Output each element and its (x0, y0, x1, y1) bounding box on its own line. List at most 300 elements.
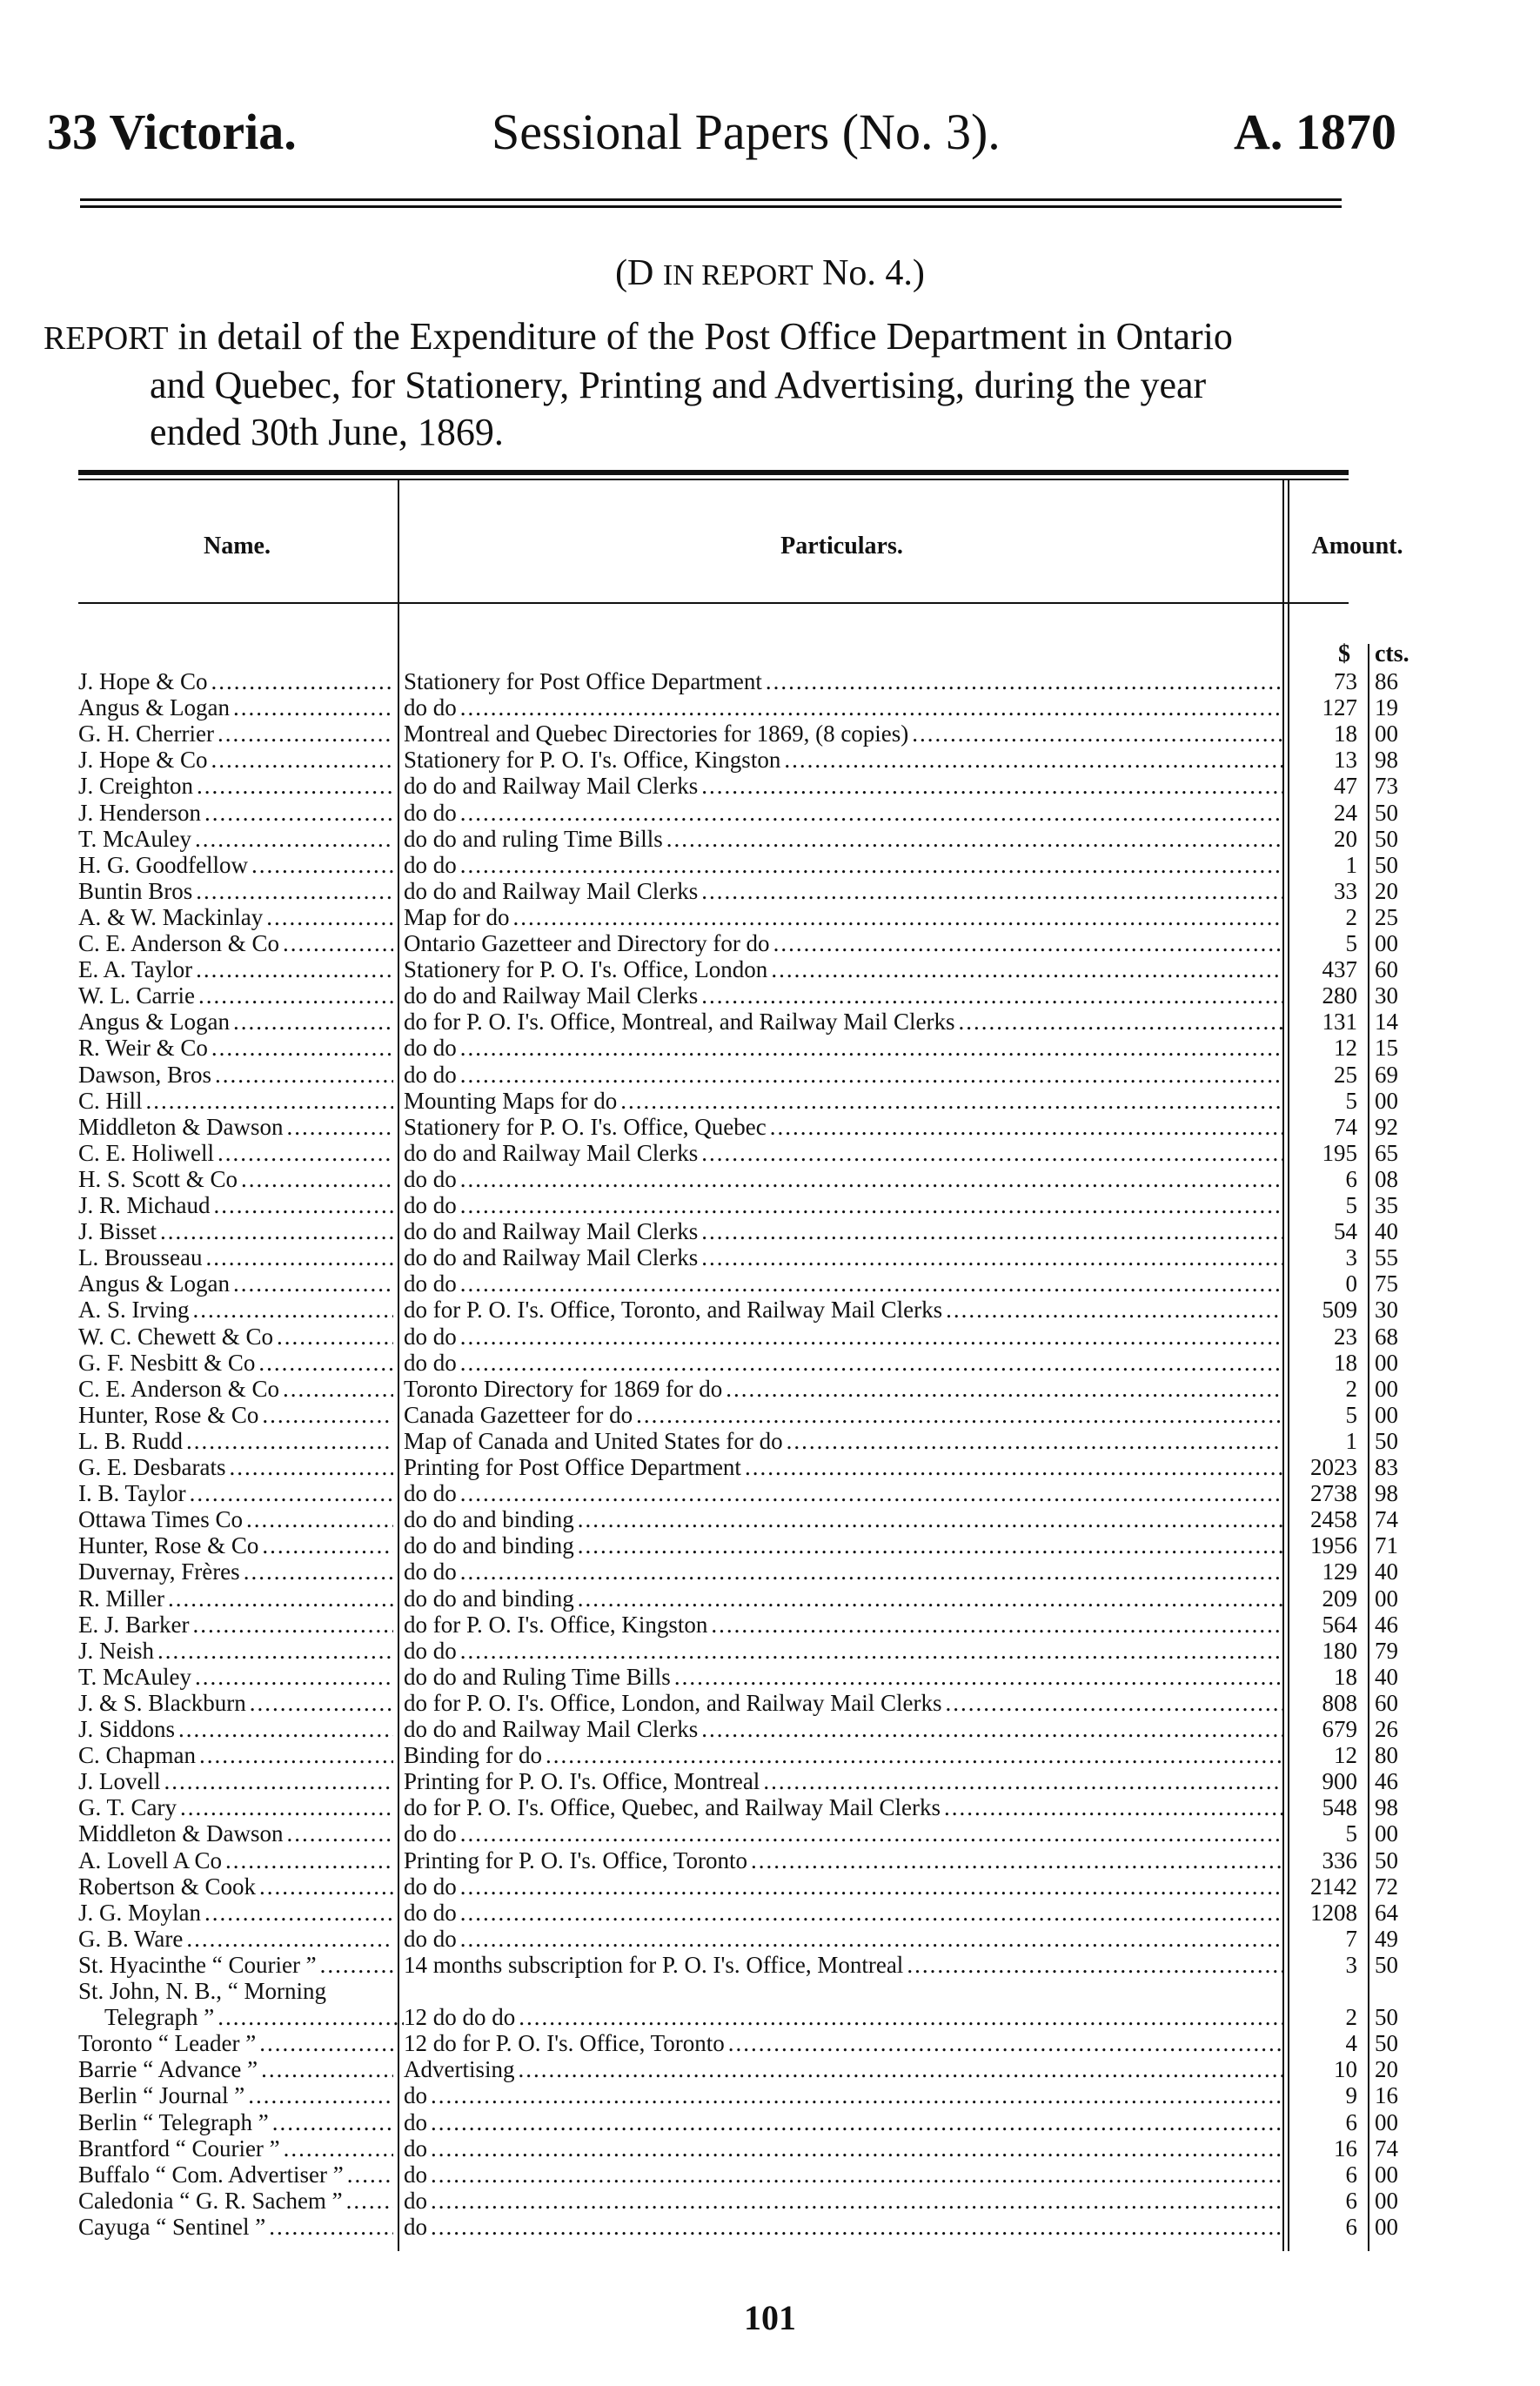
table-row (78, 1061, 1398, 1088)
table-row (78, 1401, 1398, 1428)
payee-name: Buntin Bros (78, 878, 196, 904)
leader-dots (178, 1716, 393, 1742)
leader-dots (262, 1402, 393, 1428)
table-row (78, 1794, 1398, 1821)
particulars-text: 14 months subscription for P. O. I's. Office, Montreal (404, 1952, 907, 1978)
leader-dots (246, 1506, 393, 1532)
leader-dots (701, 1716, 1284, 1742)
row-particulars-cell (404, 720, 1284, 747)
amount-dollars: 6 (1345, 2187, 1357, 2214)
payee-name: Ottawa Times Co (78, 1506, 246, 1532)
particulars-text: do for P. O. I's. Office, Toronto, and Railway Mail Clerks (404, 1297, 946, 1323)
amount-cents: 00 (1375, 720, 1398, 747)
particulars-text: 12 do for P. O. I's. Office, Toronto (404, 2030, 728, 2056)
row-particulars-cell (404, 1402, 1284, 1428)
running-header (0, 103, 1540, 172)
leader-dots (460, 1558, 1284, 1585)
leader-dots (460, 1035, 1284, 1061)
leader-dots (726, 1376, 1284, 1402)
payee-name: R. Miller (78, 1585, 168, 1612)
row-name-cell (78, 2004, 419, 2030)
amount-cents: 20 (1375, 2056, 1398, 2083)
table-row (78, 1768, 1398, 1795)
leader-dots (701, 1244, 1284, 1270)
table-row (78, 1375, 1398, 1402)
leader-dots (946, 1297, 1284, 1323)
row-particulars-cell (404, 694, 1284, 720)
leader-dots (215, 1062, 393, 1088)
table-row (78, 982, 1398, 1009)
leader-dots (241, 1166, 393, 1192)
amount-cents: 50 (1375, 799, 1398, 826)
row-particulars-cell (404, 1324, 1284, 1350)
leader-dots (320, 1952, 393, 1978)
amount-cents: 30 (1375, 982, 1398, 1009)
particulars-text: do do (404, 852, 460, 878)
leader-dots (460, 1926, 1284, 1952)
row-particulars-cell (404, 904, 1284, 930)
row-particulars-cell (404, 1192, 1284, 1218)
table-row (78, 2004, 1398, 2031)
row-particulars-cell (404, 1244, 1284, 1270)
leader-dots (773, 930, 1284, 956)
leader-dots (460, 1192, 1284, 1218)
row-particulars-cell (404, 1900, 1284, 1926)
row-name-cell (78, 1926, 393, 1952)
particulars-text: 12 do do do (404, 2004, 519, 2030)
table-top-rule-thin (78, 479, 1349, 480)
payee-name: W. C. Chewett & Co (78, 1324, 277, 1350)
amount-dollars: 2023 (1310, 1454, 1357, 1480)
table-row (78, 1951, 1398, 1978)
leader-dots (460, 1062, 1284, 1088)
row-name-cell (78, 1192, 393, 1218)
report-number-sc: IN REPORT (662, 259, 814, 292)
row-particulars-cell (404, 1297, 1284, 1323)
amount-dollars: 679 (1322, 1716, 1357, 1742)
amount-dollars: 4 (1345, 2030, 1357, 2057)
leader-dots (578, 1585, 1284, 1612)
amount-dollars: 548 (1322, 1794, 1357, 1821)
payee-name: Toronto “ Leader ” (78, 2030, 259, 2056)
amount-dollars: 25 (1334, 1061, 1357, 1088)
row-particulars-cell (404, 1350, 1284, 1376)
payee-name: G. H. Cherrier (78, 720, 218, 747)
leader-dots (347, 2161, 393, 2188)
particulars-text: do do (404, 1062, 460, 1088)
amount-cents: 80 (1375, 1742, 1398, 1769)
leader-dots (186, 1428, 393, 1454)
amount-cents: 50 (1375, 1846, 1398, 1873)
particulars-text: Printing for P. O. I's. Office, Toronto (404, 1847, 751, 1873)
amount-cents: 86 (1375, 668, 1398, 694)
row-particulars-cell (404, 1218, 1284, 1244)
amount-dollars: 47 (1334, 773, 1357, 800)
row-particulars-cell (404, 1768, 1284, 1794)
table-row (78, 1244, 1398, 1271)
particulars-text: Advertising (404, 2056, 519, 2082)
column-header-amount: Amount. (1311, 533, 1403, 560)
particulars-text: do (404, 2161, 431, 2188)
leader-dots (284, 2135, 393, 2161)
particulars-text: do for P. O. I's. Office, Montreal, and Railway Mail Clerks (404, 1009, 959, 1035)
leader-dots (460, 1350, 1284, 1376)
row-particulars-cell (404, 2030, 1284, 2056)
amount-cents: 98 (1375, 1794, 1398, 1821)
row-particulars-cell (404, 1926, 1284, 1952)
leader-dots (578, 1532, 1284, 1558)
particulars-text: Map of Canada and United States for do (404, 1428, 787, 1454)
leader-dots (959, 1009, 1285, 1035)
leader-dots (211, 747, 394, 773)
row-particulars-cell (404, 878, 1284, 904)
table-row (78, 1716, 1398, 1742)
payee-name: Robertson & Cook (78, 1873, 259, 1900)
row-particulars-cell (404, 956, 1284, 982)
table-row (78, 1611, 1398, 1638)
table-row (78, 720, 1398, 747)
row-name-cell (78, 956, 393, 982)
row-particulars-cell (404, 1009, 1284, 1035)
payee-name: Angus & Logan (78, 1270, 233, 1297)
leader-dots (225, 1847, 393, 1873)
row-name-cell (78, 1768, 393, 1794)
payee-name: R. Weir & Co (78, 1035, 211, 1061)
leader-dots (701, 982, 1284, 1009)
row-particulars-cell (404, 1585, 1284, 1612)
row-name-cell (78, 2056, 393, 2082)
payee-name: C. E. Anderson & Co (78, 1376, 283, 1402)
leader-dots (666, 826, 1284, 852)
row-name-cell (78, 1218, 393, 1244)
row-name-cell (78, 1506, 393, 1532)
page-number: 101 (744, 2298, 796, 2337)
leader-dots (912, 720, 1284, 747)
payee-name: G. F. Nesbitt & Co (78, 1350, 258, 1376)
particulars-text: do do and binding (404, 1532, 578, 1558)
leader-dots (460, 1480, 1284, 1506)
payee-name: J. & S. Blackburn (78, 1690, 250, 1716)
leader-dots (233, 1270, 393, 1297)
particulars-text: do do (404, 1035, 460, 1061)
table-row (78, 851, 1398, 878)
table-row (78, 930, 1398, 956)
table-row (78, 1113, 1398, 1140)
table-row (78, 747, 1398, 774)
amount-dollars: 20 (1334, 825, 1357, 852)
amount-dollars: 131 (1322, 1009, 1357, 1035)
leader-dots (277, 1324, 393, 1350)
particulars-text: Toronto Directory for 1869 for do (404, 1376, 726, 1402)
row-name-cell (78, 2082, 393, 2108)
table-header-rule (78, 602, 1349, 604)
leader-dots (578, 1506, 1284, 1532)
payee-name: J. Henderson (78, 800, 204, 826)
amount-dollars: 6 (1345, 2161, 1357, 2188)
amount-dollars: 18 (1334, 1663, 1357, 1690)
payee-name: J. R. Michaud (78, 1192, 214, 1218)
leader-dots (766, 668, 1284, 694)
row-name-cell (78, 1244, 393, 1270)
table-row (78, 1297, 1398, 1324)
leader-dots (701, 878, 1284, 904)
amount-dollars: 23 (1334, 1323, 1357, 1350)
amount-cents: 00 (1375, 1349, 1398, 1376)
table-row (78, 1978, 1349, 2004)
table-row (78, 2213, 1398, 2240)
leader-dots (205, 1244, 393, 1270)
amount-dollars: 1208 (1310, 1899, 1357, 1926)
amount-cents: 40 (1375, 1218, 1398, 1245)
amount-dollars: 6 (1345, 2108, 1357, 2135)
amount-cents: 98 (1375, 1480, 1398, 1507)
table-row (78, 1846, 1398, 1873)
amount-dollars: 54 (1334, 1218, 1357, 1245)
row-name-cell (78, 1873, 393, 1900)
row-name-cell (78, 1402, 393, 1428)
particulars-text: do do (404, 1638, 460, 1664)
table-row (78, 668, 1398, 694)
table-top-rule (78, 470, 1349, 475)
table-row (78, 1663, 1398, 1690)
column-divider-cents (1368, 644, 1369, 2251)
leader-dots (199, 1742, 393, 1768)
amount-cents: 83 (1375, 1454, 1398, 1480)
header-rule-1 (80, 198, 1342, 201)
row-name-cell (78, 1009, 393, 1035)
table-row (78, 1689, 1398, 1716)
amount-dollars: 2142 (1310, 1873, 1357, 1900)
table-row (78, 2161, 1398, 2188)
leader-dots (244, 1558, 393, 1585)
report-title (44, 313, 1349, 456)
row-name-cell (78, 1794, 393, 1820)
payee-name: T. McAuley (78, 826, 195, 852)
amount-cents: 50 (1375, 2004, 1398, 2031)
payee-name: Angus & Logan (78, 1009, 233, 1035)
row-name-cell (78, 773, 393, 799)
amount-cents: 26 (1375, 1716, 1398, 1742)
amount-dollars: 74 (1334, 1113, 1357, 1140)
amount-cents: 49 (1375, 1925, 1398, 1952)
table-row (78, 1349, 1398, 1376)
row-name-cell (78, 694, 393, 720)
row-particulars-cell (404, 2214, 1284, 2240)
amount-cents: 55 (1375, 1244, 1398, 1271)
amount-dollars: 1 (1345, 851, 1357, 878)
leader-dots (763, 1768, 1284, 1794)
row-name-cell (78, 1952, 393, 1978)
leader-dots (460, 1873, 1284, 1900)
row-particulars-cell (404, 1638, 1284, 1664)
particulars-text: do do and Railway Mail Clerks (404, 878, 701, 904)
payee-name: C. Chapman (78, 1742, 199, 1768)
leader-dots (431, 2109, 1284, 2135)
table-row (78, 1742, 1398, 1769)
row-particulars-cell (404, 747, 1284, 773)
leader-dots (196, 956, 393, 982)
payee-name: L. B. Rudd (78, 1428, 186, 1454)
amount-cents: 50 (1375, 851, 1398, 878)
leader-dots (745, 1454, 1284, 1480)
amount-cents: 69 (1375, 1061, 1398, 1088)
row-particulars-cell (404, 773, 1284, 799)
leader-dots (460, 694, 1284, 720)
amount-cents: 79 (1375, 1637, 1398, 1664)
payee-name: C. Hill (78, 1088, 146, 1114)
row-name-cell (78, 852, 393, 878)
amount-cents: 98 (1375, 747, 1398, 774)
row-name-cell (78, 1324, 393, 1350)
leader-dots (283, 1376, 393, 1402)
column-header-name: Name. (204, 533, 271, 560)
leader-dots (195, 1664, 393, 1690)
row-particulars-cell (404, 2188, 1284, 2214)
amount-dollars: 195 (1322, 1139, 1357, 1166)
row-particulars-cell (404, 1847, 1284, 1873)
payee-name: Cayuga “ Sentinel ” (78, 2214, 269, 2240)
leader-dots (460, 852, 1284, 878)
table-row (78, 1427, 1398, 1454)
payee-name: H. G. Goodfellow (78, 852, 251, 878)
leader-dots (519, 2004, 1284, 2030)
leader-dots (248, 2082, 393, 2108)
row-particulars-cell (404, 1716, 1284, 1742)
amount-dollars: 12 (1334, 1035, 1357, 1062)
table-row (78, 1480, 1398, 1507)
payee-name: E. J. Barker (78, 1612, 192, 1638)
amount-dollars: 336 (1322, 1846, 1357, 1873)
row-name-cell (78, 1716, 393, 1742)
payee-name: Middleton & Dawson (78, 1114, 287, 1140)
payee-name: I. B. Taylor (78, 1480, 190, 1506)
payee-name: Berlin “ Telegraph ” (78, 2109, 272, 2135)
amount-cents: 74 (1375, 1506, 1398, 1533)
particulars-text: Ontario Gazetteer and Directory for do (404, 930, 773, 956)
payee-name: A. S. Irving (78, 1297, 193, 1323)
table-row (78, 1087, 1398, 1114)
leader-dots (287, 1820, 394, 1846)
leader-dots (636, 1402, 1284, 1428)
particulars-text: Stationery for P. O. I's. Office, Kingston (404, 747, 784, 773)
leader-dots (250, 1690, 393, 1716)
amount-dollars: 509 (1322, 1297, 1357, 1324)
particulars-text: do do and Railway Mail Clerks (404, 982, 701, 1009)
title-line-3: ended 30th June, 1869. (150, 411, 504, 453)
table-row (78, 903, 1398, 930)
leader-dots (460, 800, 1284, 826)
table-row (78, 1270, 1398, 1297)
amount-cents: 50 (1375, 1427, 1398, 1454)
particulars-text: do do and binding (404, 1506, 578, 1532)
row-name-cell (78, 1664, 393, 1690)
table-row (78, 1899, 1398, 1926)
particulars-text: do do and Ruling Time Bills (404, 1664, 674, 1690)
amount-cents: 15 (1375, 1035, 1398, 1062)
particulars-text: Montreal and Quebec Directories for 1869, (8 copies) (404, 720, 912, 747)
payee-name: G. T. Cary (78, 1794, 180, 1820)
table-row (78, 1218, 1398, 1245)
table-row (78, 773, 1398, 800)
leader-dots (258, 1350, 393, 1376)
amount-cents: 73 (1375, 773, 1398, 800)
column-header-particulars: Particulars. (780, 533, 903, 560)
payee-name: G. B. Ware (78, 1926, 186, 1952)
row-name-cell (78, 878, 393, 904)
amount-cents: 40 (1375, 1558, 1398, 1585)
amount-dollars: 73 (1334, 668, 1357, 694)
table-row (78, 1165, 1398, 1192)
leader-dots (431, 2214, 1284, 2240)
leader-dots (262, 1532, 393, 1558)
amount-dollars: 280 (1322, 982, 1357, 1009)
table-row (78, 1925, 1398, 1952)
leader-dots (196, 878, 393, 904)
row-name-cell (78, 1376, 393, 1402)
leader-dots (751, 1847, 1284, 1873)
leader-dots (431, 2082, 1284, 2108)
table-row (78, 1454, 1398, 1480)
amount-dollars: 5 (1345, 1820, 1357, 1847)
amount-dollars: 209 (1322, 1585, 1357, 1612)
leader-dots (211, 1035, 393, 1061)
amount-dollars: 437 (1322, 956, 1357, 983)
table-row (78, 2082, 1398, 2109)
row-particulars-cell (404, 982, 1284, 1009)
amount-dollars: 1 (1345, 1427, 1357, 1454)
leader-dots (512, 904, 1284, 930)
row-particulars-cell (404, 1952, 1284, 1978)
amount-dollars: 2 (1345, 903, 1357, 930)
row-particulars-cell (404, 826, 1284, 852)
leader-dots (211, 668, 394, 694)
leader-dots (195, 826, 393, 852)
amount-dollars: 564 (1322, 1611, 1357, 1638)
table-row (78, 956, 1398, 983)
particulars-text: Stationery for Post Office Department (404, 668, 766, 694)
payee-name: T. McAuley (78, 1664, 195, 1690)
leader-dots (204, 800, 393, 826)
amount-cents: 00 (1375, 2108, 1398, 2135)
leader-dots (186, 1926, 393, 1952)
payee-name: C. E. Anderson & Co (78, 930, 283, 956)
title-line-2: and Quebec, for Stationery, Printing and Advertising, during the year (150, 364, 1207, 406)
payee-name: J. Neish (78, 1638, 157, 1664)
amount-dollars: 2 (1345, 1375, 1357, 1402)
cents-unit: cts. (1375, 640, 1409, 667)
payee-name: Hunter, Rose & Co (78, 1532, 262, 1558)
leader-dots (164, 1768, 394, 1794)
leader-dots (460, 1638, 1284, 1664)
row-name-cell (78, 1062, 393, 1088)
amount-cents: 72 (1375, 1873, 1398, 1900)
table-row (78, 2135, 1398, 2161)
table-row (78, 1506, 1398, 1533)
header-sessional-papers: Sessional Papers (No. 3). (492, 104, 1001, 160)
row-name-cell (78, 1585, 393, 1612)
particulars-text: Stationery for P. O. I's. Office, Quebec (404, 1114, 770, 1140)
amount-cents: 46 (1375, 1611, 1398, 1638)
leader-dots (546, 1742, 1284, 1768)
row-particulars-cell (404, 1140, 1284, 1166)
payee-name: Middleton & Dawson (78, 1820, 287, 1846)
amount-cents: 00 (1375, 1585, 1398, 1612)
amount-cents: 00 (1375, 2213, 1398, 2240)
row-particulars-cell (404, 1428, 1284, 1454)
amount-cents: 16 (1375, 2082, 1398, 2109)
leader-dots (460, 1324, 1284, 1350)
leader-dots (431, 2161, 1284, 2188)
